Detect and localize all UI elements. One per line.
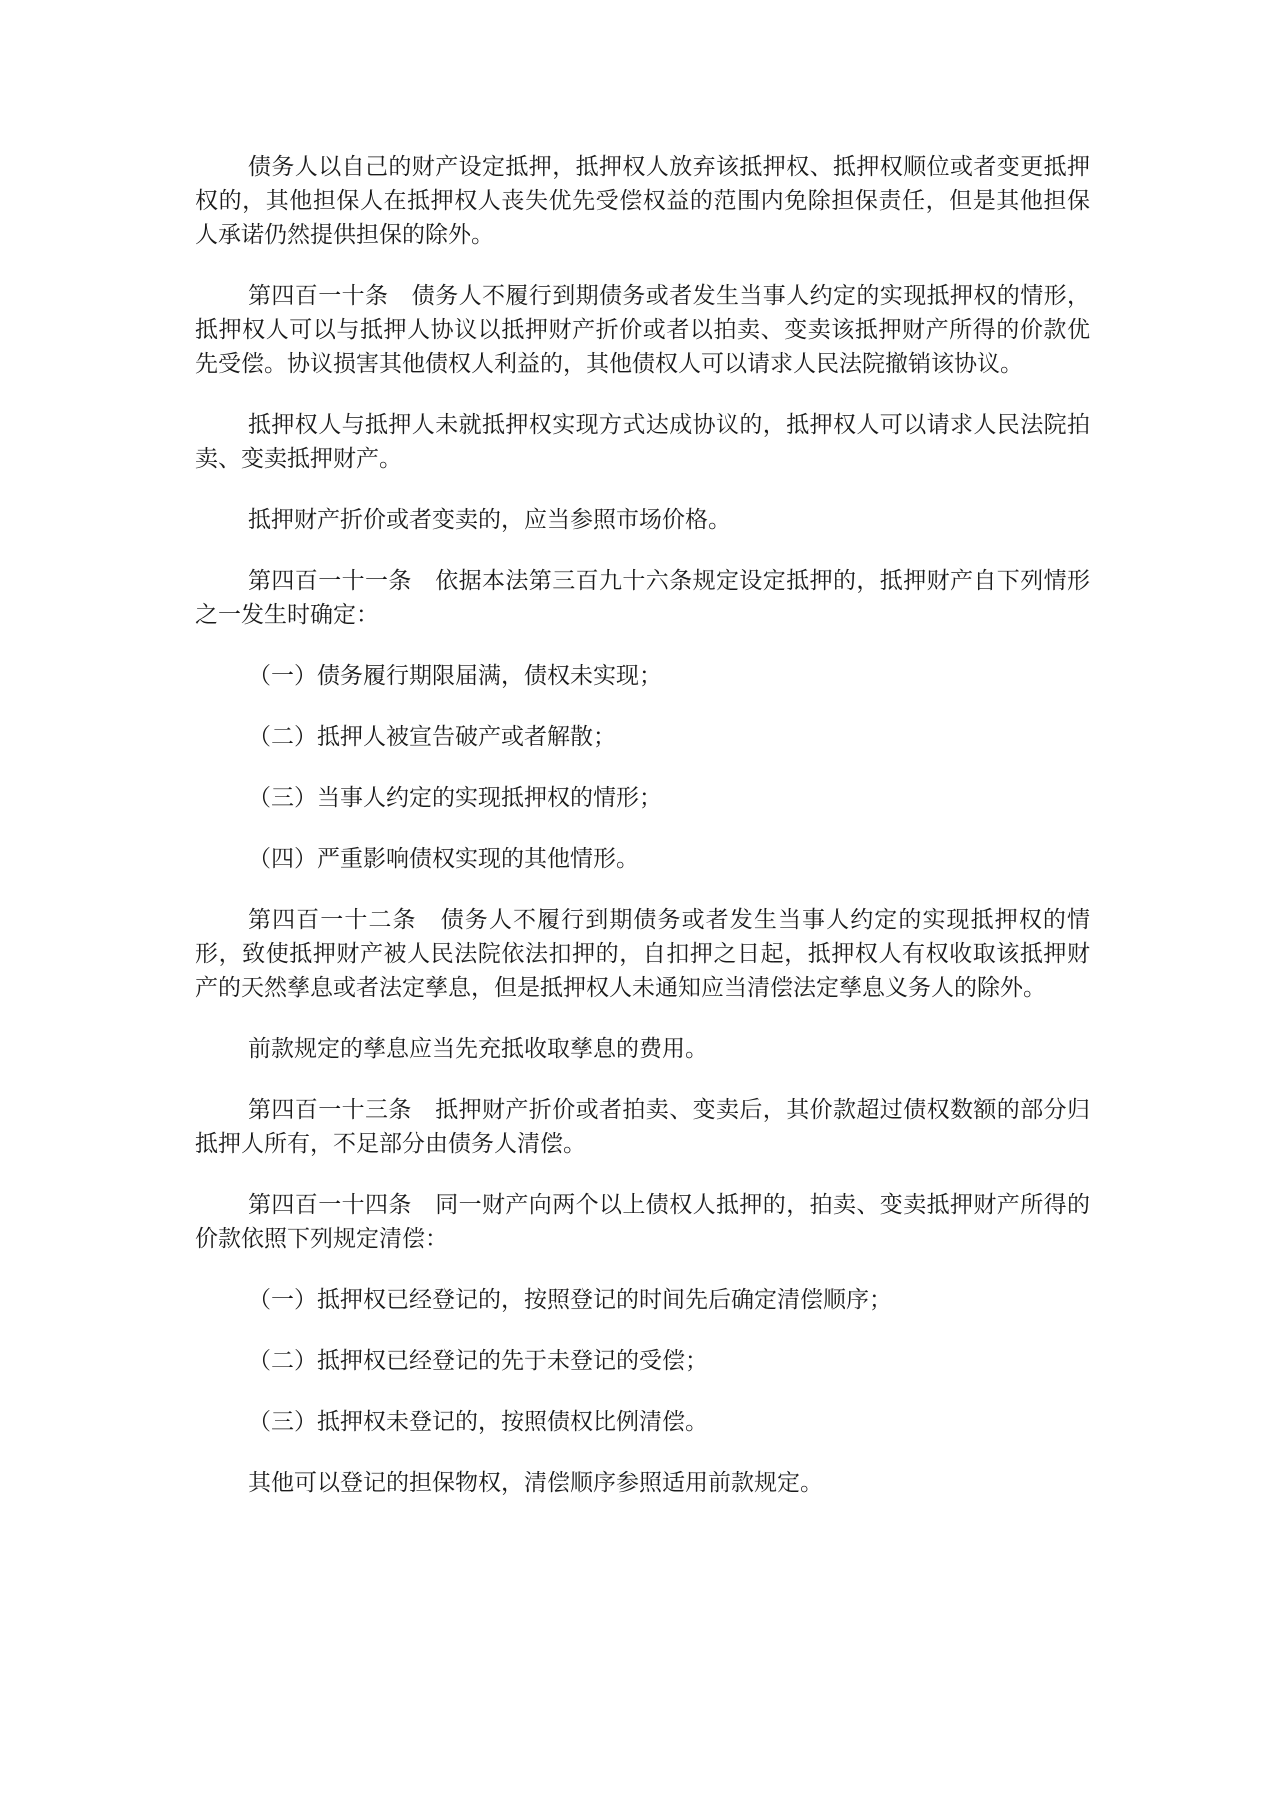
paragraph-17: 其他可以登记的担保物权，清偿顺序参照适用前款规定。	[248, 1470, 823, 1496]
article-410: 第四百一十条 债务人不履行到期债务或者发生当事人约定的实现抵押权的情形，抵押权人可以与抵押人协议以抵押财产折价或者以拍卖、变卖该抵押财产所得的价款优先受偿。协议损害其他债权人利益的，其他债权人可以请求人民法院撤销该协议。	[195, 283, 1090, 377]
article-414-item-3: （三）抵押权未登记的，按照债权比例清偿。	[248, 1409, 708, 1435]
article-414: 第四百一十四条 同一财产向两个以上债权人抵押的，拍卖、变卖抵押财产所得的价款依照下列规定清偿：	[195, 1192, 1090, 1252]
article-411: 第四百一十一条 依据本法第三百九十六条规定设定抵押的，抵押财产自下列情形之一发生时确定：	[195, 568, 1090, 628]
article-413: 第四百一十三条 抵押财产折价或者拍卖、变卖后，其价款超过债权数额的部分归抵押人所有，不足部分由债务人清偿。	[195, 1097, 1090, 1157]
paragraph-11: 前款规定的孳息应当先充抵收取孳息的费用。	[248, 1036, 708, 1062]
article-414-item-2: （二）抵押权已经登记的先于未登记的受偿；	[248, 1348, 708, 1374]
article-411-item-4: （四）严重影响债权实现的其他情形。	[248, 846, 639, 872]
paragraph-4: 抵押财产折价或者变卖的，应当参照市场价格。	[248, 507, 731, 533]
article-411-item-3: （三）当事人约定的实现抵押权的情形；	[248, 785, 662, 811]
document-page	[195, 150, 1090, 1527]
article-412: 第四百一十二条 债务人不履行到期债务或者发生当事人约定的实现抵押权的情形，致使抵押财产被人民法院依法扣押的，自扣押之日起，抵押权人有权收取该抵押财产的天然孳息或者法定孳息，但是抵押权人未通知应当清偿法定孳息义务人的除外。	[195, 907, 1090, 1001]
article-411-item-2: （二）抵押人被宣告破产或者解散；	[248, 724, 616, 750]
paragraph-3: 抵押权人与抵押人未就抵押权实现方式达成协议的，抵押权人可以请求人民法院拍卖、变卖抵押财产。	[195, 412, 1090, 472]
article-414-item-1: （一）抵押权已经登记的，按照登记的时间先后确定清偿顺序；	[248, 1287, 892, 1313]
article-411-item-1: （一）债务履行期限届满，债权未实现；	[248, 663, 662, 689]
paragraph-1: 债务人以自己的财产设定抵押，抵押权人放弃该抵押权、抵押权顺位或者变更抵押权的，其他担保人在抵押权人丧失优先受偿权益的范围内免除担保责任，但是其他担保人承诺仍然提供担保的除外。	[195, 154, 1090, 248]
